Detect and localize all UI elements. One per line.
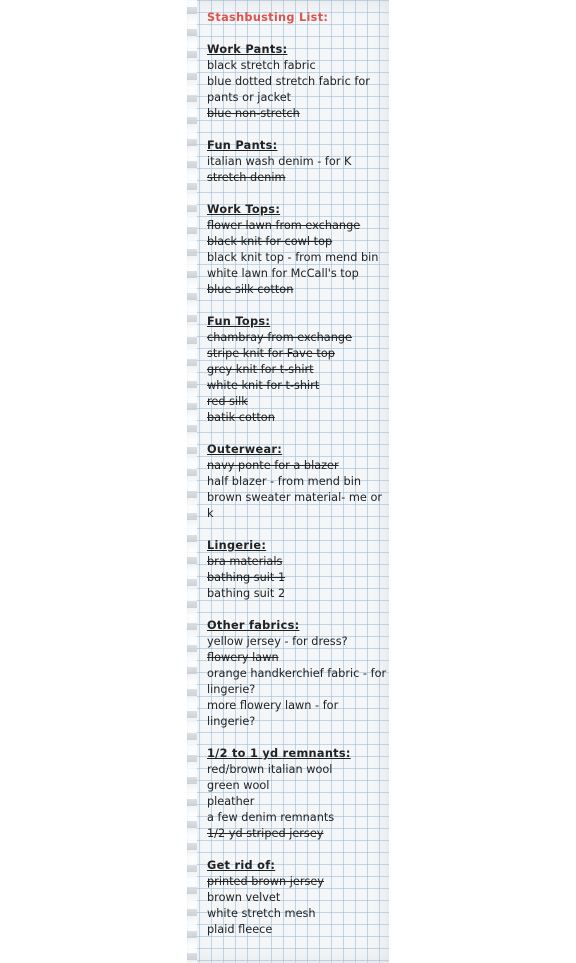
list-item-crossed-out: bathing suit 1: [207, 571, 286, 584]
list-item-crossed-out: white knit for t-shirt: [207, 379, 320, 392]
list-item: brown sweater material- me or k: [207, 491, 383, 520]
section-heading: Work Pants:: [207, 43, 288, 56]
list-item: white lawn for McCall's top: [207, 267, 359, 280]
section-heading: 1/2 to 1 yd remnants:: [207, 747, 351, 760]
list-item: brown velvet: [207, 891, 281, 904]
section-heading: Fun Tops:: [207, 315, 271, 328]
list-item-crossed-out: 1/2 yd striped jersey: [207, 827, 324, 840]
list-item-crossed-out: blue non-stretch: [207, 107, 300, 120]
list-item-crossed-out: bra materials: [207, 555, 283, 568]
stashbusting-list: [207, 10, 389, 954]
torn-paper-edge: [187, 0, 197, 963]
list-item: pleather: [207, 795, 255, 808]
list-item-crossed-out: black knit for cowl top: [207, 235, 333, 248]
list-sections: [207, 42, 389, 938]
list-section: [207, 314, 389, 426]
list-item: more flowery lawn - for lingerie?: [207, 699, 339, 728]
section-heading: Outerwear:: [207, 443, 283, 456]
list-item: blue dotted stretch fabric for pants or jacket: [207, 75, 370, 104]
list-item: white stretch mesh: [207, 907, 316, 920]
list-item-crossed-out: grey knit for t-shirt: [207, 363, 314, 376]
list-item: green wool: [207, 779, 270, 792]
list-item-crossed-out: stripe knit for Fave top: [207, 347, 335, 360]
list-item: plaid fleece: [207, 923, 273, 936]
list-item-crossed-out: printed brown jersey: [207, 875, 324, 888]
list-item: italian wash denim - for K: [207, 155, 352, 168]
list-item-crossed-out: chambray from exchange: [207, 331, 353, 344]
list-title: Stashbusting List:: [207, 11, 329, 24]
list-item-crossed-out: batik cotton: [207, 411, 275, 424]
list-section: [207, 538, 389, 602]
list-item: a few denim remnants: [207, 811, 335, 824]
list-item: black stretch fabric: [207, 59, 316, 72]
list-section: [207, 138, 389, 186]
list-section: [207, 42, 389, 122]
list-item: orange handkerchief fabric - for lingerie?: [207, 667, 387, 696]
section-heading: Other fabrics:: [207, 619, 300, 632]
list-item: red/brown italian wool: [207, 763, 333, 776]
list-item-crossed-out: flowery lawn: [207, 651, 279, 664]
section-heading: Fun Pants:: [207, 139, 278, 152]
section-heading: Lingerie:: [207, 539, 267, 552]
list-item-crossed-out: navy ponte for a blazer: [207, 459, 339, 472]
list-item: bathing suit 2: [207, 587, 286, 600]
section-heading: Get rid of:: [207, 859, 276, 872]
section-heading: Work Tops:: [207, 203, 281, 216]
list-item: half blazer - from mend bin: [207, 475, 362, 488]
list-section: [207, 746, 389, 842]
list-item-crossed-out: flower lawn from exchange: [207, 219, 361, 232]
list-section: [207, 442, 389, 522]
list-item: black knit top - from mend bin: [207, 251, 379, 264]
list-item-crossed-out: blue silk cotton: [207, 283, 294, 296]
list-section: [207, 202, 389, 298]
list-section: [207, 618, 389, 730]
list-item-crossed-out: red silk: [207, 395, 248, 408]
list-item-crossed-out: stretch denim: [207, 171, 286, 184]
list-item: yellow jersey - for dress?: [207, 635, 348, 648]
list-section: [207, 858, 389, 938]
